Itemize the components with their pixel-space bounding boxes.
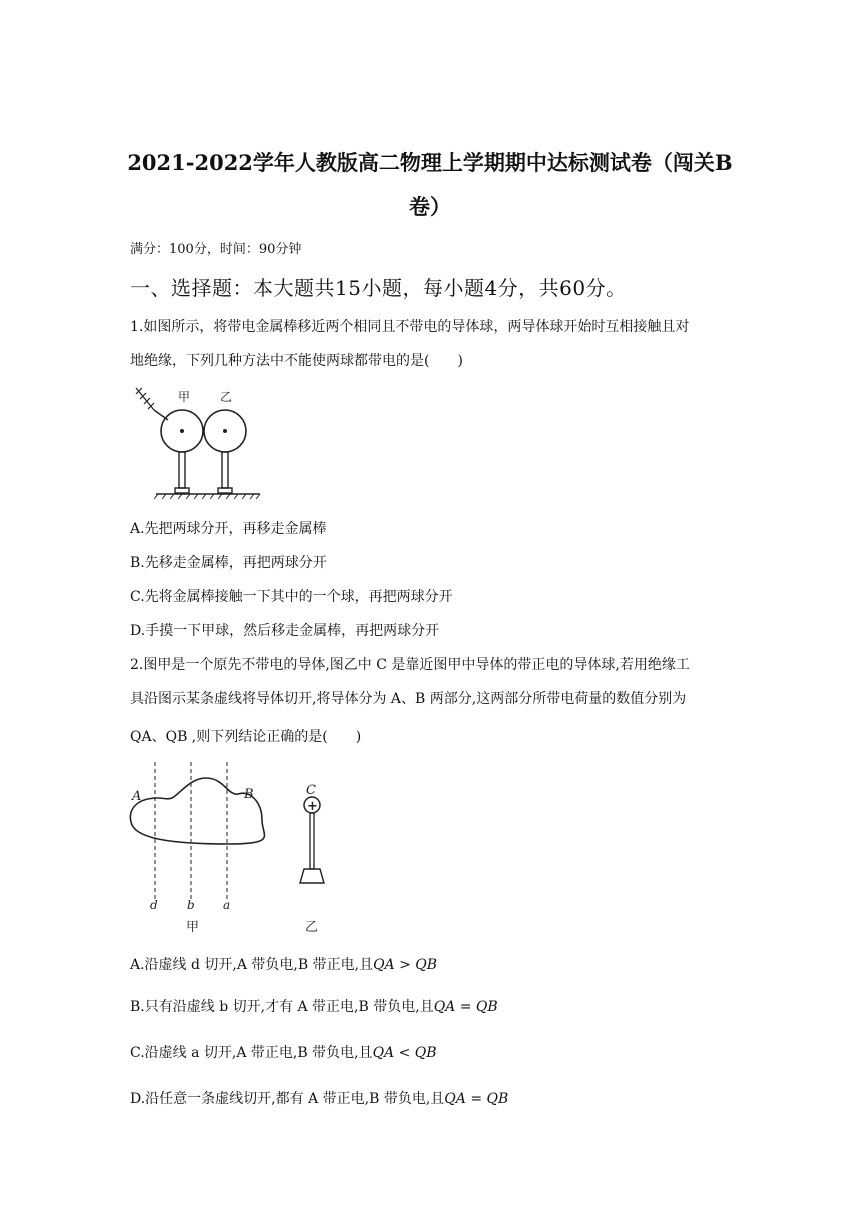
option-text: A.沿虚线 d 切开,A 带负电,B 带正电,且 bbox=[130, 957, 374, 973]
label-d: d bbox=[150, 898, 158, 912]
q1-option-d: D.手摸一下甲球，然后移走金属棒，再把两球分开 bbox=[130, 623, 440, 639]
option-relation: QA < QB bbox=[372, 1045, 437, 1061]
caption-jia: 甲 bbox=[186, 920, 200, 935]
q1-option-b: B.先移走金属棒，再把两球分开 bbox=[130, 555, 327, 571]
q1-option-a: A.先把两球分开，再移走金属棒 bbox=[130, 521, 327, 537]
option-text: B.只有沿虚线 b 切开,才有 A 带正电,B 带负电,且 bbox=[130, 999, 434, 1015]
label-a: a bbox=[223, 898, 231, 912]
option-text: C.沿虚线 a 切开,A 带正电,B 带负电,且 bbox=[130, 1045, 373, 1061]
section-heading: 一、选择题：本大题共15小题，每小题4分，共60分。 bbox=[130, 276, 627, 300]
doc-title-line2: 卷） bbox=[409, 194, 451, 219]
q1-figure bbox=[134, 380, 274, 505]
doc-title-line1: 2021-2022学年人教版高二物理上学期期中达标测试卷（闯关B bbox=[127, 150, 733, 175]
q2-figure bbox=[128, 758, 338, 938]
q2-option-b bbox=[130, 996, 498, 1016]
q2-stem-line2: 具沿图示某条虚线将导体切开,将导体分为 A、B 两部分,这两部分所带电荷量的数值分别为 bbox=[130, 691, 687, 707]
option-relation: QA = QB bbox=[433, 999, 498, 1015]
q2-stem-line3: QA、QB ,则下列结论正确的是( ) bbox=[130, 729, 362, 745]
option-text: D.沿任意一条虚线切开,都有 A 带正电,B 带负电,且 bbox=[130, 1091, 445, 1107]
stand-base bbox=[300, 869, 324, 883]
q2-option-a bbox=[130, 954, 437, 974]
label-A: A bbox=[132, 789, 142, 804]
plus-sign: + bbox=[307, 799, 318, 814]
label-B: B bbox=[244, 787, 254, 802]
q1-stem-line2: 地绝缘，下列几种方法中不能使两球都带电的是( ) bbox=[130, 353, 463, 369]
q2-option-d bbox=[130, 1088, 508, 1108]
label-b: b bbox=[187, 898, 195, 912]
option-relation: QA > QB bbox=[373, 957, 438, 973]
q1-option-c: C.先将金属棒接触一下其中的一个球，再把两球分开 bbox=[130, 589, 453, 605]
label-yi: 乙 bbox=[220, 390, 233, 404]
label-C: C bbox=[306, 783, 316, 798]
q2-option-c bbox=[130, 1042, 437, 1062]
metal-rod-hatch bbox=[136, 388, 154, 410]
option-relation: QA = QB bbox=[444, 1091, 509, 1107]
q2-stem-line1: 2.图甲是一个原先不带电的导体,图乙中 C 是靠近图甲中导体的带正电的导体球,若用绝缘工 bbox=[130, 657, 690, 673]
label-jia: 甲 bbox=[178, 390, 191, 404]
exam-meta: 满分：100分，时间：90分钟 bbox=[130, 242, 302, 257]
q1-stem-line1: 1.如图所示，将带电金属棒移近两个相同且不带电的导体球，两导体球开始时互相接触且对 bbox=[130, 319, 690, 335]
caption-yi: 乙 bbox=[305, 920, 319, 935]
